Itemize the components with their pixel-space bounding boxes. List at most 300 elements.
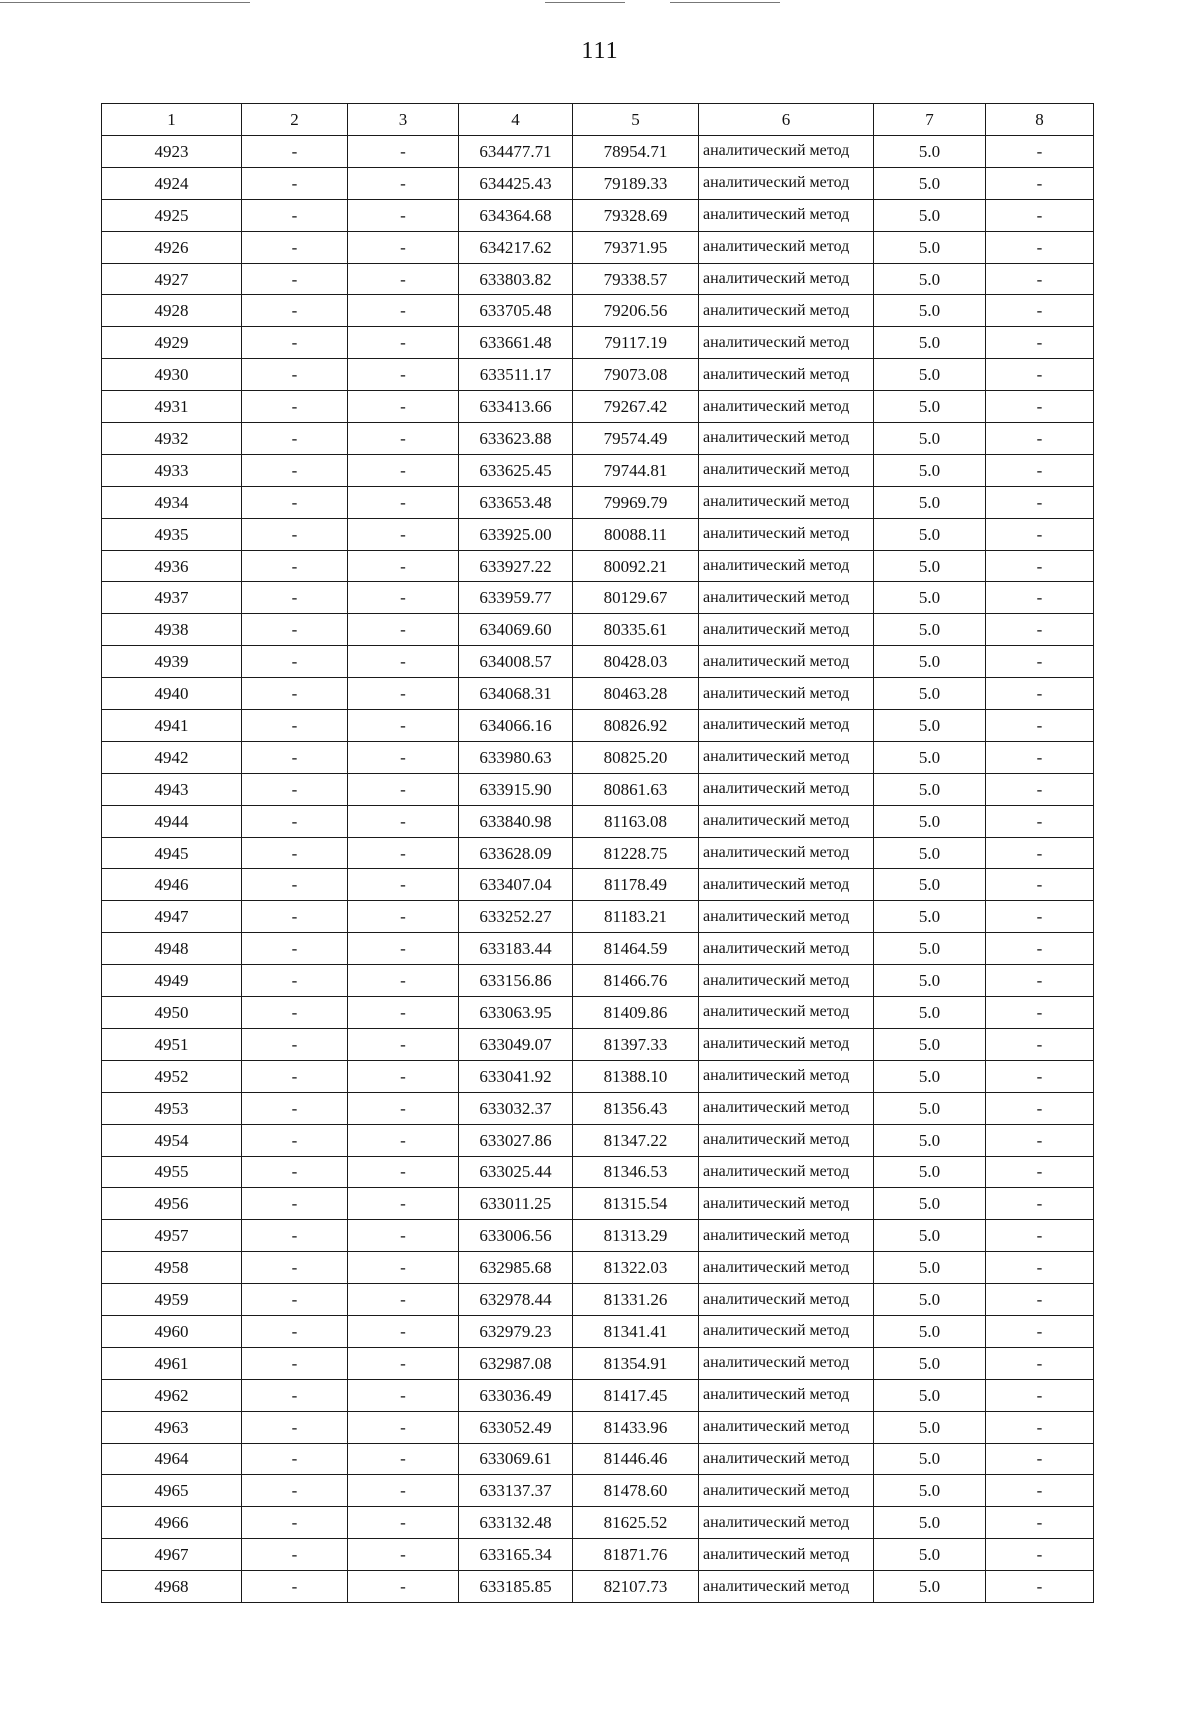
table-row bbox=[102, 582, 1094, 614]
col3-cell: - bbox=[348, 359, 459, 391]
table-header-row bbox=[102, 104, 1094, 136]
scan-edge-line-mid bbox=[545, 2, 625, 3]
x-coordinate-cell: 632987.08 bbox=[459, 1347, 573, 1379]
accuracy-cell: 5.0 bbox=[874, 646, 986, 678]
y-coordinate-cell: 79744.81 bbox=[573, 454, 699, 486]
point-number-cell: 4953 bbox=[102, 1092, 242, 1124]
col2-cell: - bbox=[242, 1092, 348, 1124]
y-coordinate-cell: 80826.92 bbox=[573, 710, 699, 742]
table-row bbox=[102, 136, 1094, 168]
accuracy-cell: 5.0 bbox=[874, 199, 986, 231]
table-row bbox=[102, 518, 1094, 550]
x-coordinate-cell: 633661.48 bbox=[459, 327, 573, 359]
x-coordinate-cell: 633132.48 bbox=[459, 1507, 573, 1539]
method-cell: аналитический метод bbox=[699, 997, 874, 1029]
col3-cell: - bbox=[348, 1028, 459, 1060]
col2-cell: - bbox=[242, 1124, 348, 1156]
x-coordinate-cell: 633011.25 bbox=[459, 1188, 573, 1220]
col2-cell: - bbox=[242, 423, 348, 455]
col8-cell: - bbox=[986, 1571, 1094, 1603]
col8-cell: - bbox=[986, 263, 1094, 295]
y-coordinate-cell: 81433.96 bbox=[573, 1411, 699, 1443]
point-number-cell: 4956 bbox=[102, 1188, 242, 1220]
method-cell: аналитический метод bbox=[699, 231, 874, 263]
table-row bbox=[102, 1092, 1094, 1124]
x-coordinate-cell: 633063.95 bbox=[459, 997, 573, 1029]
col3-cell: - bbox=[348, 1315, 459, 1347]
col3-cell: - bbox=[348, 1156, 459, 1188]
accuracy-cell: 5.0 bbox=[874, 1188, 986, 1220]
y-coordinate-cell: 81322.03 bbox=[573, 1252, 699, 1284]
y-coordinate-cell: 81409.86 bbox=[573, 997, 699, 1029]
table-row bbox=[102, 423, 1094, 455]
point-number-cell: 4967 bbox=[102, 1539, 242, 1571]
col8-cell: - bbox=[986, 391, 1094, 423]
table-body bbox=[102, 136, 1094, 1603]
col2-cell: - bbox=[242, 1028, 348, 1060]
x-coordinate-cell: 632979.23 bbox=[459, 1315, 573, 1347]
method-cell: аналитический метод bbox=[699, 1443, 874, 1475]
accuracy-cell: 5.0 bbox=[874, 741, 986, 773]
method-cell: аналитический метод bbox=[699, 1507, 874, 1539]
col2-cell: - bbox=[242, 550, 348, 582]
col3-cell: - bbox=[348, 965, 459, 997]
x-coordinate-cell: 633027.86 bbox=[459, 1124, 573, 1156]
y-coordinate-cell: 81163.08 bbox=[573, 805, 699, 837]
scan-edge-line-right bbox=[670, 2, 780, 3]
x-coordinate-cell: 633185.85 bbox=[459, 1571, 573, 1603]
col2-cell: - bbox=[242, 1411, 348, 1443]
point-number-cell: 4927 bbox=[102, 263, 242, 295]
point-number-cell: 4948 bbox=[102, 933, 242, 965]
col2-cell: - bbox=[242, 1507, 348, 1539]
y-coordinate-cell: 79206.56 bbox=[573, 295, 699, 327]
accuracy-cell: 5.0 bbox=[874, 710, 986, 742]
point-number-cell: 4934 bbox=[102, 486, 242, 518]
point-number-cell: 4935 bbox=[102, 518, 242, 550]
x-coordinate-cell: 632978.44 bbox=[459, 1284, 573, 1316]
col3-cell: - bbox=[348, 518, 459, 550]
table-row bbox=[102, 550, 1094, 582]
col8-cell: - bbox=[986, 1443, 1094, 1475]
column-header: 7 bbox=[874, 104, 986, 136]
col8-cell: - bbox=[986, 933, 1094, 965]
accuracy-cell: 5.0 bbox=[874, 933, 986, 965]
col8-cell: - bbox=[986, 327, 1094, 359]
col2-cell: - bbox=[242, 614, 348, 646]
col2-cell: - bbox=[242, 1252, 348, 1284]
y-coordinate-cell: 81446.46 bbox=[573, 1443, 699, 1475]
y-coordinate-cell: 81315.54 bbox=[573, 1188, 699, 1220]
col2-cell: - bbox=[242, 1475, 348, 1507]
y-coordinate-cell: 81331.26 bbox=[573, 1284, 699, 1316]
point-number-cell: 4965 bbox=[102, 1475, 242, 1507]
coordinates-table bbox=[101, 103, 1094, 1603]
accuracy-cell: 5.0 bbox=[874, 1124, 986, 1156]
col8-cell: - bbox=[986, 1411, 1094, 1443]
x-coordinate-cell: 633625.45 bbox=[459, 454, 573, 486]
col2-cell: - bbox=[242, 454, 348, 486]
col3-cell: - bbox=[348, 295, 459, 327]
col8-cell: - bbox=[986, 1092, 1094, 1124]
x-coordinate-cell: 633915.90 bbox=[459, 773, 573, 805]
y-coordinate-cell: 81346.53 bbox=[573, 1156, 699, 1188]
y-coordinate-cell: 79073.08 bbox=[573, 359, 699, 391]
table-row bbox=[102, 1252, 1094, 1284]
col2-cell: - bbox=[242, 1347, 348, 1379]
method-cell: аналитический метод bbox=[699, 359, 874, 391]
accuracy-cell: 5.0 bbox=[874, 1411, 986, 1443]
scan-edge-line-left bbox=[0, 2, 250, 3]
x-coordinate-cell: 633407.04 bbox=[459, 869, 573, 901]
col2-cell: - bbox=[242, 901, 348, 933]
point-number-cell: 4923 bbox=[102, 136, 242, 168]
accuracy-cell: 5.0 bbox=[874, 582, 986, 614]
method-cell: аналитический метод bbox=[699, 1315, 874, 1347]
table-row bbox=[102, 997, 1094, 1029]
col8-cell: - bbox=[986, 1284, 1094, 1316]
x-coordinate-cell: 633006.56 bbox=[459, 1220, 573, 1252]
table-row bbox=[102, 1315, 1094, 1347]
col8-cell: - bbox=[986, 423, 1094, 455]
y-coordinate-cell: 81397.33 bbox=[573, 1028, 699, 1060]
col3-cell: - bbox=[348, 1539, 459, 1571]
col2-cell: - bbox=[242, 231, 348, 263]
point-number-cell: 4955 bbox=[102, 1156, 242, 1188]
method-cell: аналитический метод bbox=[699, 486, 874, 518]
col2-cell: - bbox=[242, 805, 348, 837]
col3-cell: - bbox=[348, 997, 459, 1029]
col3-cell: - bbox=[348, 1507, 459, 1539]
point-number-cell: 4932 bbox=[102, 423, 242, 455]
col3-cell: - bbox=[348, 199, 459, 231]
method-cell: аналитический метод bbox=[699, 1475, 874, 1507]
y-coordinate-cell: 78954.71 bbox=[573, 136, 699, 168]
col8-cell: - bbox=[986, 678, 1094, 710]
method-cell: аналитический метод bbox=[699, 167, 874, 199]
x-coordinate-cell: 633183.44 bbox=[459, 933, 573, 965]
accuracy-cell: 5.0 bbox=[874, 550, 986, 582]
col3-cell: - bbox=[348, 136, 459, 168]
col3-cell: - bbox=[348, 1284, 459, 1316]
y-coordinate-cell: 82107.73 bbox=[573, 1571, 699, 1603]
x-coordinate-cell: 633137.37 bbox=[459, 1475, 573, 1507]
col2-cell: - bbox=[242, 965, 348, 997]
x-coordinate-cell: 634364.68 bbox=[459, 199, 573, 231]
col8-cell: - bbox=[986, 167, 1094, 199]
accuracy-cell: 5.0 bbox=[874, 1220, 986, 1252]
table-row bbox=[102, 1028, 1094, 1060]
x-coordinate-cell: 633959.77 bbox=[459, 582, 573, 614]
col2-cell: - bbox=[242, 1539, 348, 1571]
x-coordinate-cell: 633252.27 bbox=[459, 901, 573, 933]
point-number-cell: 4962 bbox=[102, 1379, 242, 1411]
col2-cell: - bbox=[242, 1284, 348, 1316]
y-coordinate-cell: 81478.60 bbox=[573, 1475, 699, 1507]
col3-cell: - bbox=[348, 901, 459, 933]
col8-cell: - bbox=[986, 805, 1094, 837]
col8-cell: - bbox=[986, 1220, 1094, 1252]
table-row bbox=[102, 1284, 1094, 1316]
point-number-cell: 4963 bbox=[102, 1411, 242, 1443]
y-coordinate-cell: 81313.29 bbox=[573, 1220, 699, 1252]
col8-cell: - bbox=[986, 550, 1094, 582]
x-coordinate-cell: 633041.92 bbox=[459, 1060, 573, 1092]
y-coordinate-cell: 81625.52 bbox=[573, 1507, 699, 1539]
col2-cell: - bbox=[242, 263, 348, 295]
col2-cell: - bbox=[242, 199, 348, 231]
accuracy-cell: 5.0 bbox=[874, 965, 986, 997]
accuracy-cell: 5.0 bbox=[874, 423, 986, 455]
y-coordinate-cell: 80825.20 bbox=[573, 741, 699, 773]
col8-cell: - bbox=[986, 1156, 1094, 1188]
y-coordinate-cell: 81183.21 bbox=[573, 901, 699, 933]
method-cell: аналитический метод bbox=[699, 1571, 874, 1603]
col3-cell: - bbox=[348, 263, 459, 295]
col2-cell: - bbox=[242, 136, 348, 168]
col2-cell: - bbox=[242, 295, 348, 327]
table-row bbox=[102, 741, 1094, 773]
col8-cell: - bbox=[986, 1475, 1094, 1507]
method-cell: аналитический метод bbox=[699, 837, 874, 869]
col8-cell: - bbox=[986, 1379, 1094, 1411]
y-coordinate-cell: 80088.11 bbox=[573, 518, 699, 550]
x-coordinate-cell: 633025.44 bbox=[459, 1156, 573, 1188]
accuracy-cell: 5.0 bbox=[874, 901, 986, 933]
col3-cell: - bbox=[348, 678, 459, 710]
point-number-cell: 4957 bbox=[102, 1220, 242, 1252]
method-cell: аналитический метод bbox=[699, 1539, 874, 1571]
x-coordinate-cell: 634425.43 bbox=[459, 167, 573, 199]
table-row bbox=[102, 486, 1094, 518]
accuracy-cell: 5.0 bbox=[874, 678, 986, 710]
col2-cell: - bbox=[242, 869, 348, 901]
col8-cell: - bbox=[986, 614, 1094, 646]
column-header: 3 bbox=[348, 104, 459, 136]
point-number-cell: 4952 bbox=[102, 1060, 242, 1092]
x-coordinate-cell: 634068.31 bbox=[459, 678, 573, 710]
table-row bbox=[102, 646, 1094, 678]
method-cell: аналитический метод bbox=[699, 1028, 874, 1060]
table-row bbox=[102, 901, 1094, 933]
col2-cell: - bbox=[242, 646, 348, 678]
point-number-cell: 4938 bbox=[102, 614, 242, 646]
point-number-cell: 4928 bbox=[102, 295, 242, 327]
y-coordinate-cell: 81228.75 bbox=[573, 837, 699, 869]
method-cell: аналитический метод bbox=[699, 614, 874, 646]
method-cell: аналитический метод bbox=[699, 423, 874, 455]
x-coordinate-cell: 633653.48 bbox=[459, 486, 573, 518]
col8-cell: - bbox=[986, 1347, 1094, 1379]
y-coordinate-cell: 79371.95 bbox=[573, 231, 699, 263]
accuracy-cell: 5.0 bbox=[874, 1539, 986, 1571]
table-row bbox=[102, 327, 1094, 359]
y-coordinate-cell: 80335.61 bbox=[573, 614, 699, 646]
x-coordinate-cell: 634217.62 bbox=[459, 231, 573, 263]
table-row bbox=[102, 805, 1094, 837]
x-coordinate-cell: 633511.17 bbox=[459, 359, 573, 391]
point-number-cell: 4925 bbox=[102, 199, 242, 231]
point-number-cell: 4960 bbox=[102, 1315, 242, 1347]
accuracy-cell: 5.0 bbox=[874, 1028, 986, 1060]
accuracy-cell: 5.0 bbox=[874, 1252, 986, 1284]
col8-cell: - bbox=[986, 454, 1094, 486]
method-cell: аналитический метод bbox=[699, 1347, 874, 1379]
x-coordinate-cell: 633049.07 bbox=[459, 1028, 573, 1060]
col8-cell: - bbox=[986, 1060, 1094, 1092]
col2-cell: - bbox=[242, 1315, 348, 1347]
col2-cell: - bbox=[242, 518, 348, 550]
accuracy-cell: 5.0 bbox=[874, 1284, 986, 1316]
point-number-cell: 4939 bbox=[102, 646, 242, 678]
col8-cell: - bbox=[986, 582, 1094, 614]
table-row bbox=[102, 1379, 1094, 1411]
column-header: 2 bbox=[242, 104, 348, 136]
x-coordinate-cell: 632985.68 bbox=[459, 1252, 573, 1284]
accuracy-cell: 5.0 bbox=[874, 327, 986, 359]
y-coordinate-cell: 79969.79 bbox=[573, 486, 699, 518]
col3-cell: - bbox=[348, 1124, 459, 1156]
col3-cell: - bbox=[348, 231, 459, 263]
col2-cell: - bbox=[242, 997, 348, 1029]
col8-cell: - bbox=[986, 1315, 1094, 1347]
col3-cell: - bbox=[348, 1571, 459, 1603]
column-header: 6 bbox=[699, 104, 874, 136]
col8-cell: - bbox=[986, 869, 1094, 901]
y-coordinate-cell: 81388.10 bbox=[573, 1060, 699, 1092]
col3-cell: - bbox=[348, 741, 459, 773]
point-number-cell: 4926 bbox=[102, 231, 242, 263]
col8-cell: - bbox=[986, 1188, 1094, 1220]
method-cell: аналитический метод bbox=[699, 805, 874, 837]
col2-cell: - bbox=[242, 1156, 348, 1188]
point-number-cell: 4940 bbox=[102, 678, 242, 710]
table-row bbox=[102, 869, 1094, 901]
x-coordinate-cell: 634066.16 bbox=[459, 710, 573, 742]
point-number-cell: 4959 bbox=[102, 1284, 242, 1316]
col3-cell: - bbox=[348, 550, 459, 582]
col2-cell: - bbox=[242, 582, 348, 614]
table-row bbox=[102, 1188, 1094, 1220]
table-row bbox=[102, 295, 1094, 327]
x-coordinate-cell: 633069.61 bbox=[459, 1443, 573, 1475]
method-cell: аналитический метод bbox=[699, 1379, 874, 1411]
accuracy-cell: 5.0 bbox=[874, 997, 986, 1029]
table-row bbox=[102, 454, 1094, 486]
col3-cell: - bbox=[348, 1443, 459, 1475]
col2-cell: - bbox=[242, 773, 348, 805]
point-number-cell: 4958 bbox=[102, 1252, 242, 1284]
column-header: 1 bbox=[102, 104, 242, 136]
col2-cell: - bbox=[242, 391, 348, 423]
method-cell: аналитический метод bbox=[699, 1124, 874, 1156]
point-number-cell: 4930 bbox=[102, 359, 242, 391]
point-number-cell: 4924 bbox=[102, 167, 242, 199]
col3-cell: - bbox=[348, 1347, 459, 1379]
accuracy-cell: 5.0 bbox=[874, 1156, 986, 1188]
accuracy-cell: 5.0 bbox=[874, 454, 986, 486]
method-cell: аналитический метод bbox=[699, 1220, 874, 1252]
col8-cell: - bbox=[986, 965, 1094, 997]
method-cell: аналитический метод bbox=[699, 518, 874, 550]
col3-cell: - bbox=[348, 167, 459, 199]
point-number-cell: 4943 bbox=[102, 773, 242, 805]
x-coordinate-cell: 633036.49 bbox=[459, 1379, 573, 1411]
point-number-cell: 4933 bbox=[102, 454, 242, 486]
y-coordinate-cell: 79338.57 bbox=[573, 263, 699, 295]
col3-cell: - bbox=[348, 582, 459, 614]
col2-cell: - bbox=[242, 678, 348, 710]
col8-cell: - bbox=[986, 1028, 1094, 1060]
method-cell: аналитический метод bbox=[699, 582, 874, 614]
table-row bbox=[102, 231, 1094, 263]
method-cell: аналитический метод bbox=[699, 199, 874, 231]
col8-cell: - bbox=[986, 486, 1094, 518]
accuracy-cell: 5.0 bbox=[874, 1379, 986, 1411]
table-row bbox=[102, 678, 1094, 710]
y-coordinate-cell: 81341.41 bbox=[573, 1315, 699, 1347]
accuracy-cell: 5.0 bbox=[874, 518, 986, 550]
table-row bbox=[102, 614, 1094, 646]
col3-cell: - bbox=[348, 1411, 459, 1443]
point-number-cell: 4964 bbox=[102, 1443, 242, 1475]
col3-cell: - bbox=[348, 1188, 459, 1220]
table-row bbox=[102, 965, 1094, 997]
x-coordinate-cell: 633980.63 bbox=[459, 741, 573, 773]
table-row bbox=[102, 1060, 1094, 1092]
accuracy-cell: 5.0 bbox=[874, 136, 986, 168]
x-coordinate-cell: 634069.60 bbox=[459, 614, 573, 646]
col3-cell: - bbox=[348, 710, 459, 742]
method-cell: аналитический метод bbox=[699, 136, 874, 168]
point-number-cell: 4945 bbox=[102, 837, 242, 869]
table-row bbox=[102, 1475, 1094, 1507]
table-row bbox=[102, 391, 1094, 423]
table-row bbox=[102, 773, 1094, 805]
y-coordinate-cell: 81417.45 bbox=[573, 1379, 699, 1411]
col8-cell: - bbox=[986, 837, 1094, 869]
table-row bbox=[102, 837, 1094, 869]
method-cell: аналитический метод bbox=[699, 327, 874, 359]
col8-cell: - bbox=[986, 901, 1094, 933]
x-coordinate-cell: 633840.98 bbox=[459, 805, 573, 837]
y-coordinate-cell: 79574.49 bbox=[573, 423, 699, 455]
col8-cell: - bbox=[986, 199, 1094, 231]
table-row bbox=[102, 1539, 1094, 1571]
point-number-cell: 4949 bbox=[102, 965, 242, 997]
method-cell: аналитический метод bbox=[699, 454, 874, 486]
col2-cell: - bbox=[242, 1220, 348, 1252]
table-row bbox=[102, 1156, 1094, 1188]
method-cell: аналитический метод bbox=[699, 773, 874, 805]
accuracy-cell: 5.0 bbox=[874, 1060, 986, 1092]
y-coordinate-cell: 80129.67 bbox=[573, 582, 699, 614]
point-number-cell: 4947 bbox=[102, 901, 242, 933]
y-coordinate-cell: 80428.03 bbox=[573, 646, 699, 678]
point-number-cell: 4936 bbox=[102, 550, 242, 582]
col8-cell: - bbox=[986, 1124, 1094, 1156]
col3-cell: - bbox=[348, 837, 459, 869]
table-row bbox=[102, 167, 1094, 199]
x-coordinate-cell: 633156.86 bbox=[459, 965, 573, 997]
col2-cell: - bbox=[242, 1060, 348, 1092]
col8-cell: - bbox=[986, 359, 1094, 391]
y-coordinate-cell: 81466.76 bbox=[573, 965, 699, 997]
method-cell: аналитический метод bbox=[699, 295, 874, 327]
table-row bbox=[102, 199, 1094, 231]
col8-cell: - bbox=[986, 1252, 1094, 1284]
col2-cell: - bbox=[242, 710, 348, 742]
